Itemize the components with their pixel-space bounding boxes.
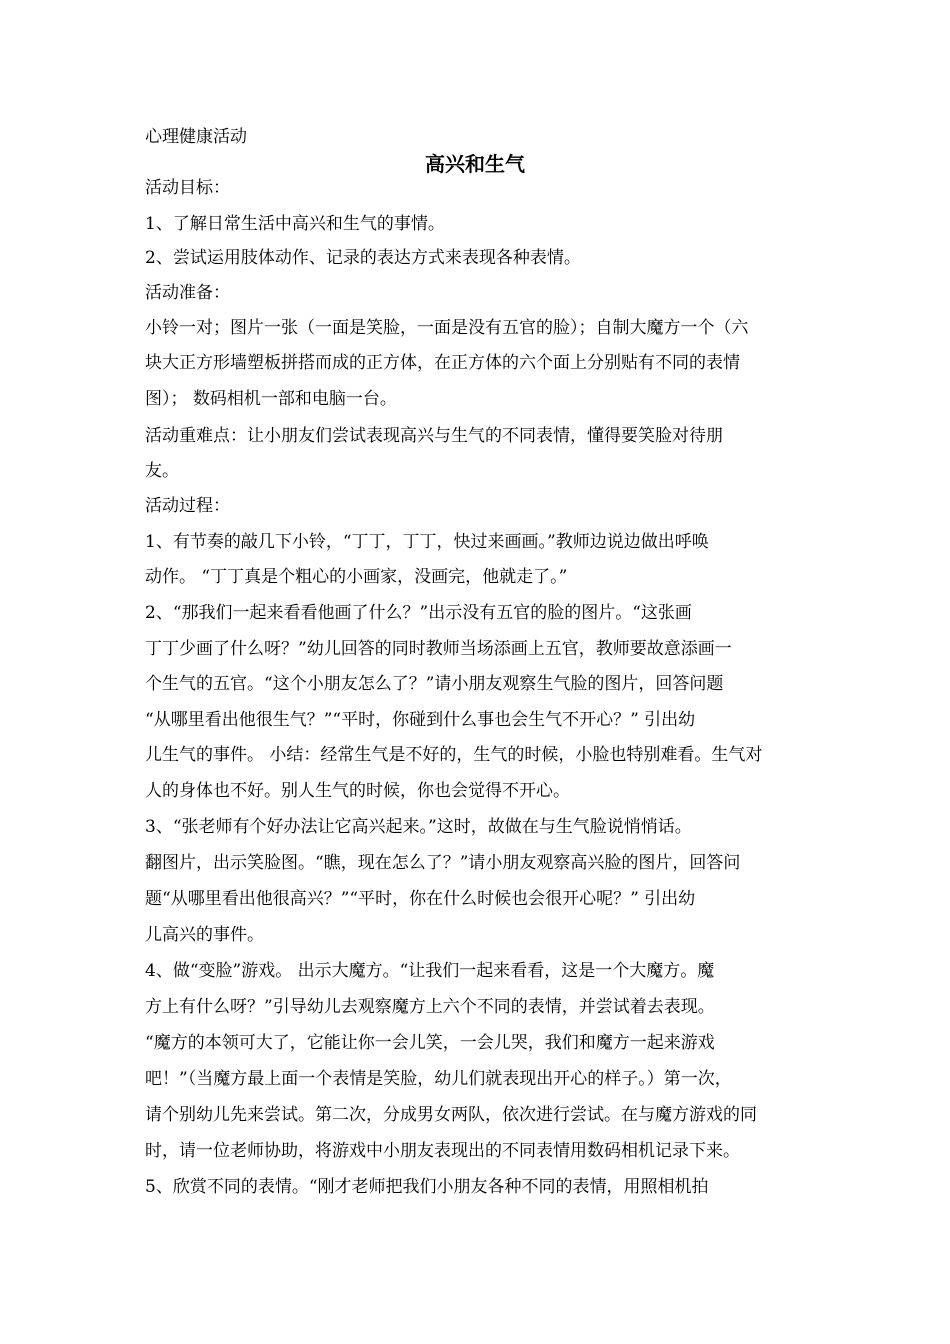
text-line: 动作。 “丁丁真是个粗心的小画家，没画完，他就走了。” [145, 567, 568, 587]
text-line: 图）； 数码相机一部和电脑一台。 [145, 389, 397, 409]
text-line: 个生气的五官。“这个小朋友怎么了？”请小朋友观察生气脸的图片，回答问题 [145, 674, 724, 694]
text-line: 丁丁少画了什么呀？”幼儿回答的同时教师当场添画上五官，教师要故意添画一 [145, 639, 732, 659]
document-title: 高兴和生气 [425, 152, 525, 176]
text-line: 1、有节奏的敲几下小铃，“丁丁，丁丁，快过来画画。”教师边说边做出呼唤 [145, 532, 709, 552]
text-line: 吧！”（当魔方最上面一个表情是笑脸，幼儿们就表现出开心的样子。）第一次， [145, 1069, 732, 1089]
category-label: 心理健康活动 [145, 127, 247, 147]
text-line: 活动目标： [145, 178, 230, 198]
text-line: 3、“张老师有个好办法让它高兴起来。”这时，故做在与生气脸说悄悄话。 [145, 817, 692, 837]
text-line: 儿高兴的事件。 [145, 925, 264, 945]
text-line: “魔方的本领可大了，它能让你一会儿笑，一会儿哭，我们和魔方一起来游戏 [145, 1033, 715, 1053]
text-line: 友。 [145, 461, 179, 481]
text-line: 2、“那我们一起来看看他画了什么？”出示没有五官的脸的图片。“这张画 [145, 603, 692, 623]
text-line: 儿生气的事件。 小结：经常生气是不好的，生气的时候，小脸也特别难看。生气对 [145, 745, 763, 765]
text-line: 2、尝试运用肢体动作、记录的表达方式来表现各种表情。 [145, 248, 581, 268]
text-line: 题“从哪里看出他很高兴？”“平时，你在什么时候也会很开心呢？” 引出幼 [145, 889, 696, 909]
text-line: 4、做“变脸”游戏。 出示大魔方。“让我们一起来看看，这是一个大魔方。魔 [145, 961, 715, 981]
text-line: 请个别幼儿先来尝试。第二次，分成男女两队，依次进行尝试。在与魔方游戏的同 [145, 1105, 757, 1125]
text-line: 活动重难点：让小朋友们尝试表现高兴与生气的不同表情，懂得要笑脸对待朋 [145, 426, 723, 446]
text-line: “从哪里看出他很生气？”“平时，你碰到什么事也会生气不开心？” 引出幼 [145, 710, 696, 730]
text-line: 块大正方形墙塑板拼搭而成的正方体，在正方体的六个面上分别贴有不同的表情 [145, 353, 740, 373]
text-line: 人的身体也不好。别人生气的时候，你也会觉得不开心。 [145, 781, 570, 801]
text-line: 翻图片，出示笑脸图。“瞧，现在怎么了？”请小朋友观察高兴脸的图片，回答问 [145, 853, 741, 873]
text-line: 活动过程： [145, 496, 230, 516]
text-line: 时，请一位老师协助，将游戏中小朋友表现出的不同表情用数码相机记录下来。 [145, 1141, 740, 1161]
text-line: 5、欣赏不同的表情。“刚才老师把我们小朋友各种不同的表情，用照相机拍 [145, 1177, 709, 1197]
text-line: 小铃一对；图片一张（一面是笑脸，一面是没有五官的脸）；自制大魔方一个（六 [145, 318, 749, 338]
text-line: 1、了解日常生活中高兴和生气的事情。 [145, 214, 445, 234]
text-line: 活动准备： [145, 283, 230, 303]
text-line: 方上有什么呀？”引导幼儿去观察魔方上六个不同的表情，并尝试着去表现。 [145, 997, 715, 1017]
